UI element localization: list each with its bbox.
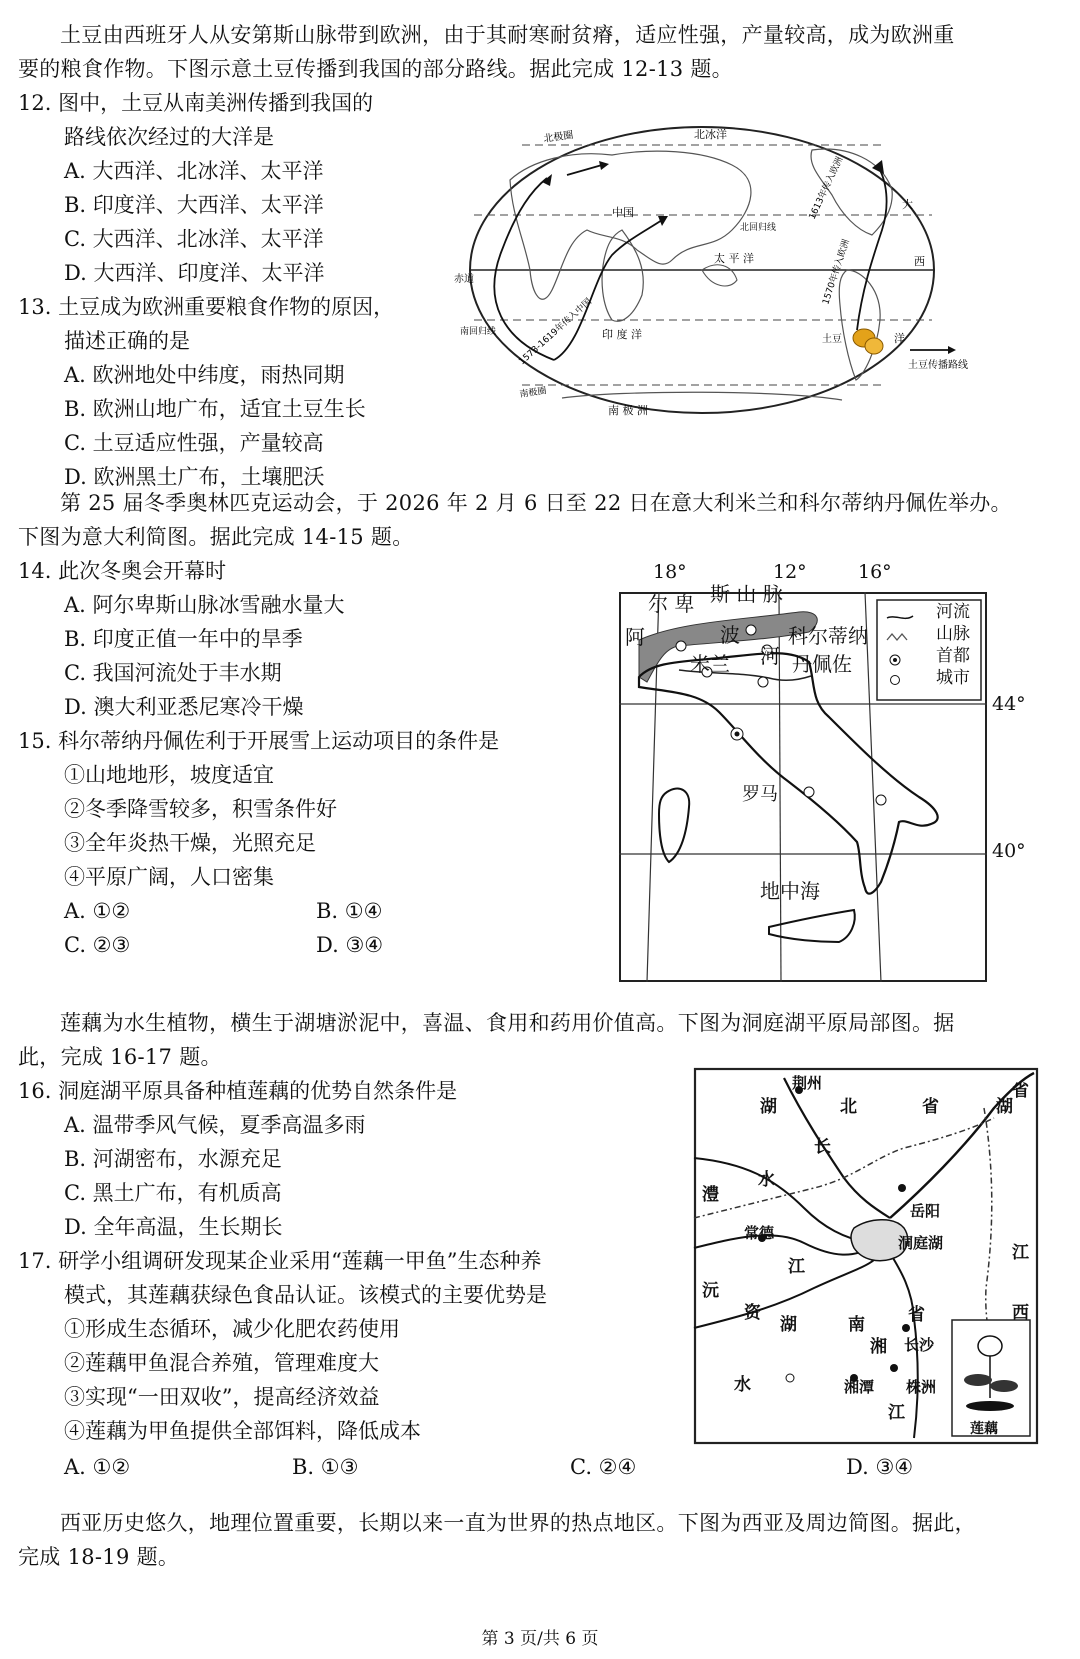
q13-option-b[interactable]: B. 欧洲山地广布，适宜土豆生长 (64, 397, 366, 421)
italy-lon-16: 16° (858, 561, 892, 583)
label-china: 中国 (612, 206, 634, 219)
label-arctic-ocean: 北冰洋 (694, 128, 727, 141)
q16-option-a[interactable]: A. 温带季风气候，夏季高温多雨 (64, 1113, 366, 1137)
italy-lat-40: 40° (992, 840, 1026, 862)
italy-lon-12: 12° (773, 561, 807, 583)
q17-option-c[interactable]: C. ②④ (570, 1455, 637, 1479)
label-atlantic-2: 西 (914, 255, 925, 268)
q14-option-d[interactable]: D. 澳大利亚悉尼寒冷干燥 (64, 695, 304, 719)
q14-option-b[interactable]: B. 印度正值一年中的旱季 (64, 627, 303, 651)
italy-label-rome: 罗马 (742, 784, 778, 805)
label-route-1613: 1613年传入欧洲 (807, 155, 846, 222)
q13-option-c[interactable]: C. 土豆适应性强，产量较高 (64, 431, 324, 455)
italy-label-cortina-2: 丹佩佐 (792, 652, 852, 676)
label-atlantic-1: 大 (902, 198, 913, 211)
dongting-label-jiang-3: 江 (1012, 1243, 1029, 1263)
q12-option-a[interactable]: A. 大西洋、北冰洋、太平洋 (64, 159, 324, 183)
italy-legend-city: 城市 (936, 668, 970, 688)
dongting-label-hu-3: 湖 (780, 1315, 797, 1335)
dongting-label-jiang-1: 江 (788, 1257, 805, 1277)
city-marker-5 (804, 787, 814, 797)
dongting-label-yueyang: 岳阳 (910, 1202, 941, 1220)
dongting-label-yuan: 沅 (702, 1281, 719, 1301)
italy-legend-capital: 首都 (936, 646, 970, 666)
city-marker-cortina (746, 625, 756, 635)
label-antarctic-circle: 南极圈 (519, 386, 548, 400)
city-marker-1 (676, 641, 686, 651)
intro-4-line-2: 完成 18-19 题。 (18, 1545, 180, 1569)
dongting-label-xiang: 湘 (870, 1337, 887, 1357)
dongting-label-sheng-3: 省 (1012, 1081, 1029, 1101)
q17-item-1: ①形成生态循环，减少化肥农药使用 (64, 1317, 400, 1341)
italy-lon-18: 18° (653, 561, 687, 583)
intro-2-line-1: 第 25 届冬季奥林匹克运动会，于 2026 年 2 月 6 日至 22 日在意大利米兰和科尔蒂纳丹佩佐举办。 (60, 491, 1012, 515)
city-marker-zhuzhou (890, 1364, 898, 1372)
q13-option-d[interactable]: D. 欧洲黑土广布，土壤肥沃 (64, 465, 325, 489)
q15-option-b[interactable]: B. ①④ (316, 899, 383, 923)
q12-stem-2: 路线依次经过的大洋是 (64, 125, 274, 149)
dongting-label-jingzhou: 荆州 (792, 1074, 823, 1092)
dongting-label-zhuzhou: 株洲 (906, 1378, 937, 1396)
city-marker-other (786, 1374, 794, 1382)
q15-stem: 15. 科尔蒂纳丹佩佐利于开展雪上运动项目的条件是 (18, 729, 500, 753)
world-potato-route-map (454, 120, 1022, 450)
label-indian-ocean: 印 度 洋 (602, 328, 642, 341)
q13-option-a[interactable]: A. 欧洲地处中纬度，雨热同期 (64, 363, 345, 387)
q14-option-a[interactable]: A. 阿尔卑斯山脉冰雪融水量大 (64, 593, 345, 617)
dongting-label-zi: 资 (744, 1303, 761, 1323)
q17-stem-2: 模式，其莲藕获绿色食品认证。该模式的主要优势是 (64, 1283, 547, 1307)
dongting-label-xiangtan: 湘潭 (844, 1378, 875, 1396)
q17-stem-1: 17. 研学小组调研发现某企业采用“莲藕一甲鱼”生态种养 (18, 1249, 542, 1273)
italy-label-alps-a: 阿 (625, 625, 645, 649)
city-marker-yueyang (898, 1184, 906, 1192)
label-equator: 赤道 (454, 274, 474, 285)
dongting-label-sheng-2: 省 (908, 1305, 925, 1325)
q15-option-a[interactable]: A. ①② (64, 899, 131, 923)
q16-option-c[interactable]: C. 黑土广布，有机质高 (64, 1181, 282, 1205)
italy-legend-mountain: 山脉 (936, 624, 970, 644)
italy-label-po-2: 河 (760, 644, 780, 668)
dongting-label-hu-1: 湖 (760, 1097, 777, 1117)
label-tropic-cancer: 北回归线 (740, 223, 777, 233)
page-footer: 第 3 页/共 6 页 (481, 1629, 599, 1649)
q12-option-d[interactable]: D. 大西洋、印度洋、太平洋 (64, 261, 325, 285)
dongting-label-changde: 常德 (744, 1224, 775, 1242)
q12-option-c[interactable]: C. 大西洋、北冰洋、太平洋 (64, 227, 324, 251)
q17-item-3: ③实现“一田双收”，提高经济效益 (64, 1385, 380, 1409)
q17-item-2: ②莲藕甲鱼混合养殖，管理难度大 (64, 1351, 379, 1375)
dongting-label-bei: 北 (840, 1097, 857, 1117)
italy-lat-44: 44° (992, 693, 1026, 715)
intro-2-line-2: 下图为意大利简图。据此完成 14-15 题。 (18, 525, 414, 549)
q17-option-b[interactable]: B. ①③ (292, 1455, 359, 1479)
label-legend-route: 土豆传播路线 (908, 360, 968, 371)
dongting-label-li: 澧 (702, 1185, 719, 1205)
city-marker-changsha (902, 1324, 910, 1332)
label-atlantic-3: 洋 (894, 332, 905, 345)
q15-option-d[interactable]: D. ③④ (316, 933, 384, 957)
label-route-1573: 1573-1619年传入中国 (517, 296, 594, 368)
q16-stem: 16. 洞庭湖平原具备种植莲藕的优势自然条件是 (18, 1079, 458, 1103)
intro-3-line-1: 莲藕为水生植物，横生于湖塘淤泥中，喜温、食用和药用价值高。下图为洞庭湖平原局部图。据 (60, 1011, 955, 1035)
q16-option-b[interactable]: B. 河湖密布，水源充足 (64, 1147, 282, 1171)
q15-item-2: ②冬季降雪较多，积雪条件好 (64, 797, 337, 821)
label-tropic-capricorn: 南回归线 (460, 327, 497, 337)
q15-item-1: ①山地地形，坡度适宜 (64, 763, 274, 787)
city-marker-4 (758, 677, 768, 687)
dongting-label-lake: 洞庭湖 (898, 1234, 944, 1252)
dongting-label-jiang-2: 江 (888, 1403, 905, 1423)
intro-4-line-1: 西亚历史悠久，地理位置重要，长期以来一直为世界的热点地区。下图为西亚及周边简图。据此， (60, 1511, 976, 1535)
italy-label-alps-2: 斯 山 脉 (710, 582, 783, 606)
dongting-label-shui: 水 (758, 1170, 775, 1190)
italy-label-alps-1: 尔 卑 (648, 592, 695, 616)
q15-item-4: ④平原广阔，人口密集 (64, 865, 274, 889)
label-route-1570: 1570年传入欧洲 (821, 238, 852, 306)
city-marker-6 (876, 795, 886, 805)
q14-option-c[interactable]: C. 我国河流处于丰水期 (64, 661, 282, 685)
dongting-label-changsha: 长沙 (904, 1336, 935, 1354)
italy-label-po-1: 波 (720, 623, 740, 647)
label-pacific: 太 平 洋 (714, 252, 754, 265)
q16-option-d[interactable]: D. 全年高温，生长期长 (64, 1215, 283, 1239)
q13-stem-2: 描述正确的是 (64, 329, 190, 353)
dongting-label-shui-2: 水 (734, 1375, 751, 1395)
q17-item-4: ④莲藕为甲鱼提供全部饵料，降低成本 (64, 1419, 421, 1443)
dongting-label-lianou: 莲藕 (970, 1421, 998, 1437)
italy-label-sea: 地中海 (760, 879, 820, 903)
q17-option-a[interactable]: A. ①② (64, 1455, 131, 1479)
dongting-label-xi: 西 (1012, 1303, 1029, 1323)
label-antarctica: 南 极 洲 (608, 404, 648, 417)
italy-label-cortina-1: 科尔蒂纳 (788, 624, 868, 648)
dongting-label-hu-2: 湖 (996, 1097, 1013, 1117)
intro-1-line-2: 要的粮食作物。下图示意土豆传播到我国的部分路线。据此完成 12-13 题。 (18, 57, 733, 81)
label-arctic-circle: 北极圈 (542, 129, 575, 145)
italy-legend-river: 河流 (936, 602, 970, 622)
dongting-label-chang: 长 (814, 1137, 831, 1157)
italy-label-milan: 米兰 (690, 652, 730, 676)
label-potato: 土豆 (822, 334, 842, 345)
q13-stem-1: 13. 土豆成为欧洲重要粮食作物的原因， (18, 295, 395, 319)
q12-option-b[interactable]: B. 印度洋、大西洋、太平洋 (64, 193, 324, 217)
intro-3-line-2: 此，完成 16-17 题。 (18, 1045, 222, 1069)
q15-option-c[interactable]: C. ②③ (64, 933, 131, 957)
dongting-label-sheng-1: 省 (922, 1097, 939, 1117)
q12-stem-1: 12. 图中，土豆从南美洲传播到我国的 (18, 91, 374, 115)
q15-item-3: ③全年炎热干燥，光照充足 (64, 831, 316, 855)
q14-stem: 14. 此次冬奥会开幕时 (18, 559, 227, 583)
intro-1-line-1: 土豆由西班牙人从安第斯山脉带到欧洲，由于其耐寒耐贫瘠，适应性强，产量较高，成为欧洲重 (60, 23, 955, 47)
dongting-label-nan: 南 (848, 1315, 865, 1335)
q17-option-d[interactable]: D. ③④ (846, 1455, 914, 1479)
legend-city-icon (891, 676, 900, 685)
